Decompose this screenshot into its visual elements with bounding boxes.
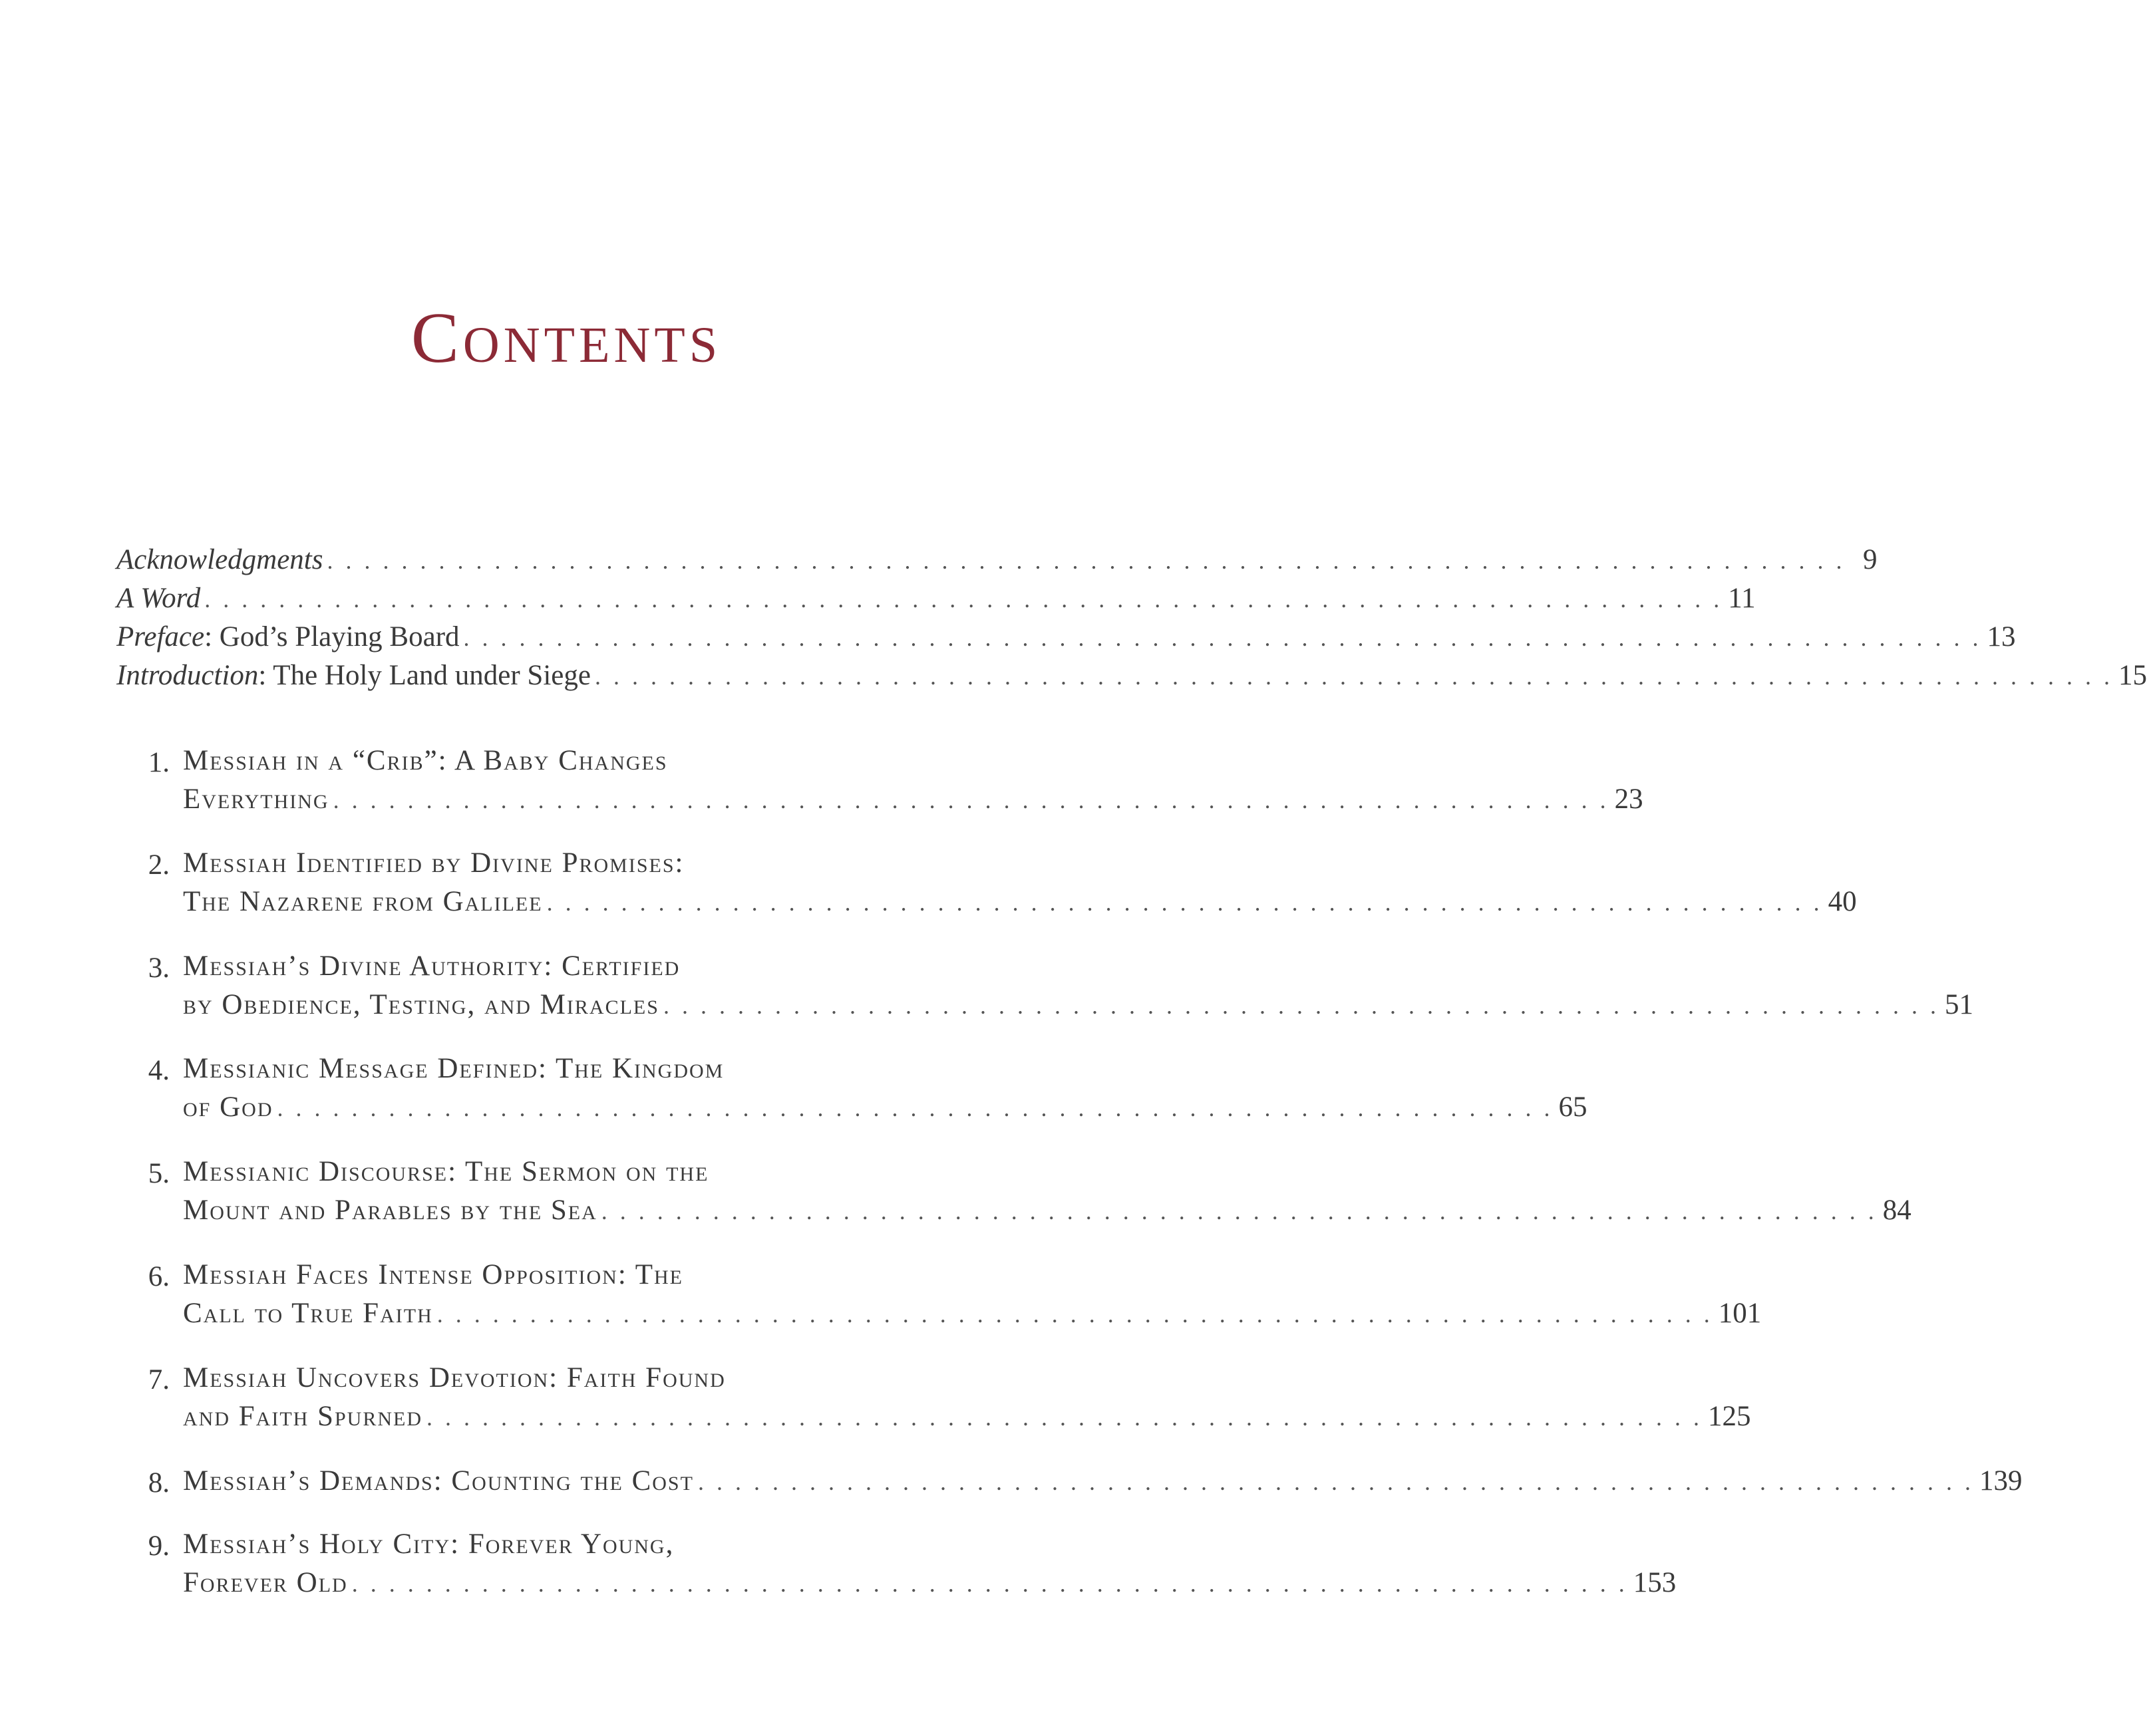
page-number: 9 [1862, 544, 1878, 575]
chapter-title-line2-row [183, 1091, 1587, 1123]
chapter-title-line2: Forever Old [183, 1567, 348, 1598]
toc-entry-introduction[interactable] [116, 660, 2147, 691]
page-title: Contents [411, 299, 722, 378]
chapter-number: 9. [148, 1530, 170, 1562]
chapter-title-line2: The Nazarene from Galilee [183, 886, 543, 917]
toc-entry-preface[interactable] [116, 621, 2016, 652]
page-number: 51 [1944, 989, 1973, 1020]
chapter-title-line2: by Obedience, Testing, and Miracles [183, 989, 659, 1020]
dot-leader: . . . . . . . . . . . . . . . . . . . . . . . . . . . . . . . . . . . . . . . . . . . . . . . . . . . . . . . . . . . . . . . . . . . . . . . . . . . . . . . . . . [204, 586, 1723, 613]
chapter-title-line2: of God [183, 1091, 273, 1123]
page-number: 65 [1558, 1091, 1587, 1123]
entry-title: A Word [116, 583, 201, 614]
dot-leader: . . . . . . . . . . . . . . . . . . . . . . . . . . . . . . . . . . . . . . . . . . . . . . . . . . . . . . . . . . . . . . . . . . . . . . . . . . . . . . . . . . [327, 547, 1846, 574]
chapter-number: 7. [148, 1364, 170, 1395]
chapter-number: 1. [148, 747, 170, 778]
entry-title: Acknowledgments [116, 544, 323, 575]
page-number: 153 [1633, 1567, 1677, 1598]
dot-leader: . . . . . . . . . . . . . . . . . . . . . . . . . . . . . . . . . . . . . . . . . . . . . . . . . . . . . . . . . . . . . . . . . . . . . [546, 889, 1823, 916]
chapter-title-line1: Messiah in a “Crib”: A Baby Changes [183, 745, 668, 776]
page-number: 139 [1979, 1465, 2023, 1497]
chapter-title-line2: and Faith Spurned [183, 1401, 422, 1432]
chapter-title-line2: Everything [183, 784, 329, 815]
entry-title: Preface [116, 621, 205, 652]
dot-leader: . . . . . . . . . . . . . . . . . . . . . . . . . . . . . . . . . . . . . . . . . . . . . . . . . . . . . . . . . . . . . . . . . . . . . [663, 992, 1939, 1019]
dot-leader: . . . . . . . . . . . . . . . . . . . . . . . . . . . . . . . . . . . . . . . . . . . . . . . . . . . . . . . . . . . . . . . . . . . . . . . . . . . . . . . . . . [594, 663, 2113, 690]
entry-subtitle: : God’s Playing Board [204, 621, 460, 652]
chapter-title-line2-row [183, 784, 1643, 815]
chapter-title-line1: Messiah’s Holy City: Forever Young, [183, 1528, 675, 1560]
chapter-title-line2-row [183, 989, 1973, 1020]
dot-leader: . . . . . . . . . . . . . . . . . . . . . . . . . . . . . . . . . . . . . . . . . . . . . . . . . . . . . . . . . . . . . . . . . . . . . [601, 1198, 1878, 1225]
chapter-number: 5. [148, 1158, 170, 1189]
chapter-title-line1: Messianic Discourse: The Sermon on the [183, 1156, 709, 1187]
chapter-title-line1: Messiah Faces Intense Opposition: The [183, 1259, 683, 1290]
entry-subtitle: : The Holy Land under Siege [258, 660, 591, 691]
chapter-title-line2-row [183, 1567, 1677, 1598]
dot-leader: . . . . . . . . . . . . . . . . . . . . . . . . . . . . . . . . . . . . . . . . . . . . . . . . . . . . . . . . . . . . . . . . . . . . . [277, 1095, 1554, 1121]
dot-leader: . . . . . . . . . . . . . . . . . . . . . . . . . . . . . . . . . . . . . . . . . . . . . . . . . . . . . . . . . . . . . . . . . . . . . [333, 787, 1609, 813]
dot-leader: . . . . . . . . . . . . . . . . . . . . . . . . . . . . . . . . . . . . . . . . . . . . . . . . . . . . . . . . . . . . . . . . . . . . . . . . . . . . . . . . . . [463, 625, 1982, 651]
chapter-title-line1: Messiah’s Divine Authority: Certified [183, 950, 681, 982]
dot-leader: . . . . . . . . . . . . . . . . . . . . . . . . . . . . . . . . . . . . . . . . . . . . . . . . . . . . . . . . . . . . . . . . . . . . . [351, 1570, 1628, 1597]
chapter-number: 8. [148, 1467, 170, 1499]
chapter-title-line2-row [183, 1195, 1911, 1226]
page-number: 13 [1987, 621, 2016, 652]
page-number: 101 [1718, 1298, 1762, 1329]
chapter-title-line1: Messiah Identified by Divine Promises: [183, 847, 685, 879]
chapter-title-line2: Mount and Parables by the Sea [183, 1195, 597, 1226]
chapter-number: 2. [148, 849, 170, 881]
chapter-title-line1: Messianic Message Defined: The Kingdom [183, 1053, 725, 1084]
entry-title: Introduction [116, 660, 259, 691]
chapter-title-line2: Call to True Faith [183, 1298, 433, 1329]
chapter-title-line1: Messiah Uncovers Devotion: Faith Found [183, 1362, 726, 1393]
chapter-title-line2-row [183, 1401, 1751, 1432]
page-number: 23 [1614, 784, 1643, 815]
chapter-title-line1: Messiah’s Demands: Counting the Cost [183, 1465, 694, 1497]
chapter-number: 4. [148, 1055, 170, 1086]
toc-entry-acknowledgments[interactable] [116, 544, 1878, 575]
dot-leader: . . . . . . . . . . . . . . . . . . . . . . . . . . . . . . . . . . . . . . . . . . . . . . . . . . . . . . . . . . . . . . . . . . . . . [426, 1404, 1703, 1431]
chapter-number: 3. [148, 952, 170, 984]
page-number: 15 [2118, 660, 2147, 691]
chapter-number: 6. [148, 1261, 170, 1292]
page-number: 40 [1828, 886, 1857, 917]
chapter-title-line2-row [183, 886, 1857, 917]
dot-leader: . . . . . . . . . . . . . . . . . . . . . . . . . . . . . . . . . . . . . . . . . . . . . . . . . . . . . . . . . . . . . . . . . . . . . [697, 1469, 1974, 1495]
chapter-title-line1-row [183, 1465, 2023, 1497]
dot-leader: . . . . . . . . . . . . . . . . . . . . . . . . . . . . . . . . . . . . . . . . . . . . . . . . . . . . . . . . . . . . . . . . . . . . . [436, 1301, 1713, 1328]
page-number: 84 [1882, 1195, 1911, 1226]
page-number: 11 [1728, 583, 1756, 614]
page-number: 125 [1707, 1401, 1751, 1432]
toc-entry-a-word[interactable] [116, 583, 1756, 614]
chapter-title-line2-row [183, 1298, 1762, 1329]
